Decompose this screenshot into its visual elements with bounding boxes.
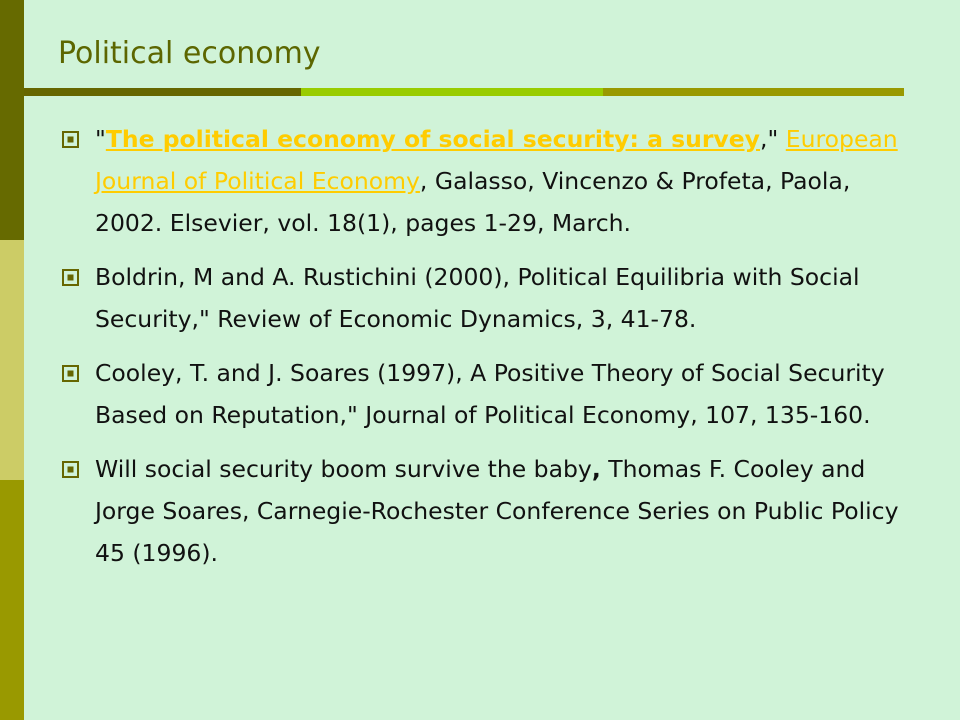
title-trailing-text: ,"	[760, 125, 786, 153]
title-rule-segment-1	[24, 88, 301, 96]
paper-title-link[interactable]: The political economy of social security: a survey	[105, 125, 761, 153]
reference-text: Boldrin, M and A. Rustichini (2000), Political Equilibria with Social Security," Review of Economic Dynamics, 3, 41-78.	[95, 263, 860, 333]
reference-item-4	[62, 448, 902, 574]
square-bullet-icon	[62, 269, 79, 286]
square-bullet-icon	[62, 461, 79, 478]
reference-item-1	[62, 118, 902, 244]
square-bullet-icon	[62, 131, 79, 148]
reference-text: Cooley, T. and J. Soares (1997), A Positive Theory of Social Security Based on Reputation," Journal of Political Economy, 107, 135-160.	[95, 359, 885, 429]
left-accent-bar-top	[0, 0, 24, 240]
title-rule-segment-3	[603, 88, 904, 96]
title-rule-segment-2	[301, 88, 603, 96]
reference-item-2	[62, 256, 902, 340]
left-accent-bar-bottom	[0, 480, 24, 720]
left-accent-bar-middle	[0, 240, 24, 480]
slide-title: Political economy	[58, 36, 321, 71]
reference-item-3	[62, 352, 902, 436]
reference-details: , Galasso, Vincenzo & Profeta, Paola, 2002. Elsevier, vol. 18(1), pages 1-29, March.	[95, 167, 851, 237]
open-quote: "	[95, 125, 106, 153]
reference-text-part-b: Thomas F. Cooley and Jorge Soares, Carnegie-Rochester Conference Series on Public Policy 45 (1996).	[95, 455, 899, 567]
journal-link[interactable]: European Journal of Political Economy	[95, 125, 898, 195]
reference-list	[62, 118, 902, 586]
square-bullet-icon	[62, 365, 79, 382]
reference-text-part-a: Will social security boom survive the baby	[95, 455, 592, 483]
bold-comma: ,	[591, 455, 601, 483]
